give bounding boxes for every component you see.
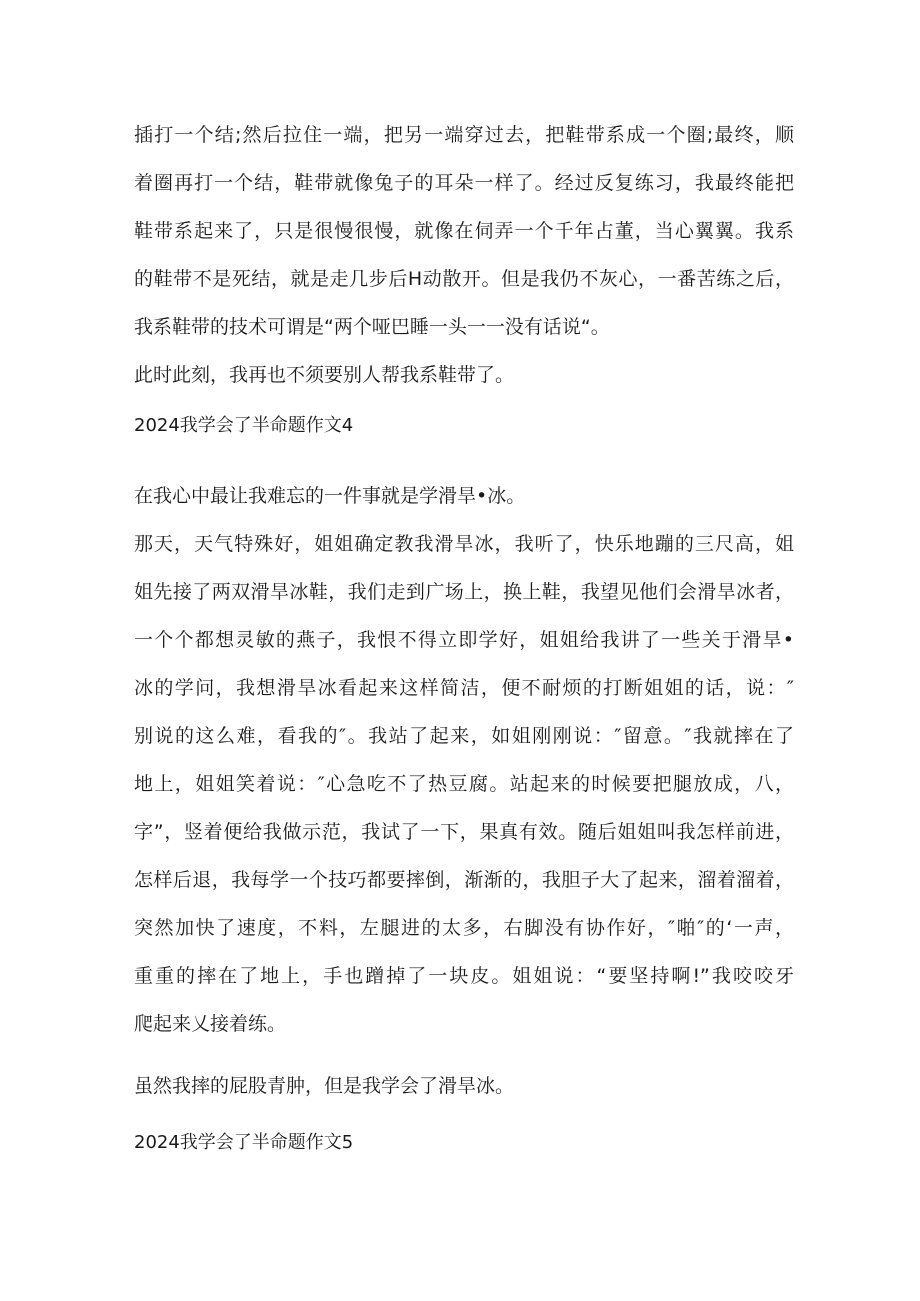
paragraph-line: 我系鞋带的技术可谓是“两个哑巴睡一头一一没有话说“。 <box>134 316 610 338</box>
paragraph-line: 重重的摔在了地上，手也蹭掉了一块皮。姐姐说：“要坚持啊!”我咬咬牙 <box>134 965 794 987</box>
paragraph-line: 那天，天气特殊好，姐姐确定教我滑旱冰，我听了，快乐地蹦的三尺高，姐 <box>134 533 794 555</box>
paragraph-line: 突然加快了速度，不料，左腿进的太多，右脚没有协作好，″啪″的‘一声， <box>134 917 794 939</box>
paragraph-line: 一个个都想灵敏的燕子，我恨不得立即学好，姐姐给我讲了一些关于滑旱• <box>134 629 794 651</box>
paragraph-line: 地上，姐姐笑着说：″心急吃不了热豆腐。站起来的时候要把腿放成，八， <box>134 773 794 795</box>
paragraph-line: 着圈再打一个结，鞋带就像兔子的耳朵一样了。经过反复练习，我最终能把 <box>134 172 794 194</box>
paragraph-line: 此时此刻，我再也不须要别人帮我系鞋带了。 <box>134 364 515 386</box>
paragraph-line: 别说的这么难，看我的″。我站了起来，如姐刚刚说：″留意。″我就摔在了 <box>134 725 794 747</box>
paragraph-line: 在我心中最让我难忘的一件事就是学滑旱•冰。 <box>134 485 526 507</box>
paragraph-line: 爬起来乂接着练。 <box>134 1013 287 1035</box>
paragraph-line: 的鞋带不是死结，就是走几步后H动散开。但是我仍不灰心，一番苦练之后， <box>134 268 794 290</box>
paragraph-line: 虽然我摔的屁股青肿，但是我学会了滑旱冰。 <box>134 1075 515 1097</box>
paragraph-line: 冰的学问，我想滑旱冰看起来这样简洁，便不耐烦的打断姐姐的话，说：″ <box>134 677 794 699</box>
paragraph-line: 插打一个结;然后拉住一端，把另一端穿过去，把鞋带系成一个圈;最终，顺 <box>134 124 794 146</box>
section-heading-5: 2024我学会了半命题作文5 <box>134 1132 354 1153</box>
paragraph-line: 怎样后退，我每学一个技巧都要摔倒，渐渐的，我胆子大了起来，溜着溜着， <box>134 869 794 891</box>
section-heading-4: 2024我学会了半命题作文4 <box>134 415 354 436</box>
paragraph-line: 字”，竖着便给我做示范，我试了一下，果真有效。随后姐姐叫我怎样前进， <box>134 821 794 843</box>
paragraph-line: 鞋带系起来了，只是很慢很慢，就像在伺弄一个千年占董，当心翼翼。我系 <box>134 220 794 242</box>
paragraph-line: 姐先接了两双滑旱冰鞋，我们走到广场上，换上鞋，我望见他们会滑旱冰者， <box>134 581 794 603</box>
